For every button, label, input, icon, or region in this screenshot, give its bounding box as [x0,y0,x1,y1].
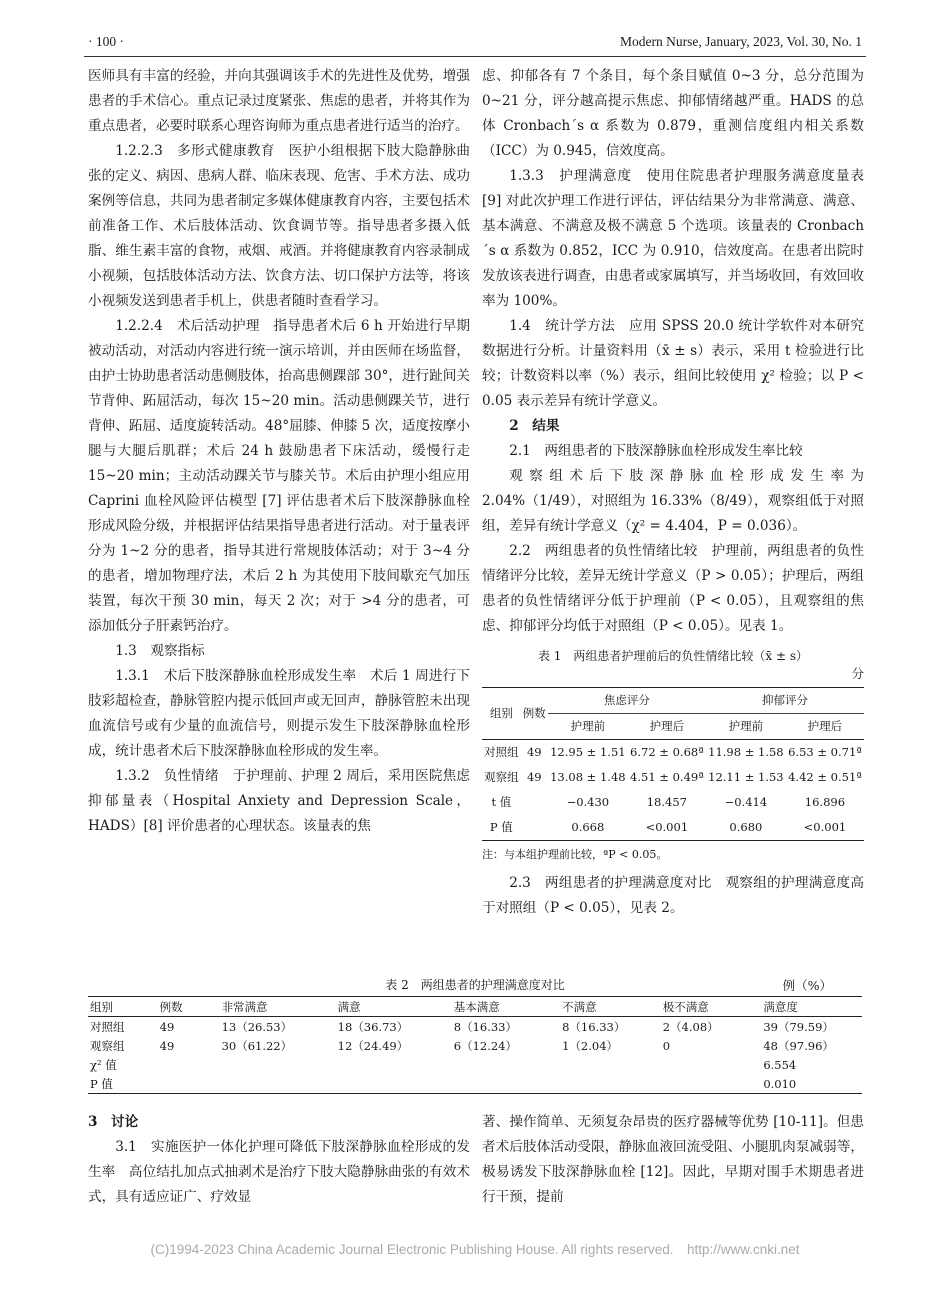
table-cell: χ² 值 [90,1057,117,1072]
table-cell: 6（12.24） [453,1038,517,1053]
paragraph: 1.2.2.3 多形式健康教育 医护小组根据下肢大隐静脉曲张的定义、病因、患病人群、临床表现、危害、手术方法、成功案例等信息，共同为患者制定多媒体健康教育内容，主要包括术前准备工作、术后肢体活动、饮食调节等。指导患者多摄入低脂、维生素丰富的食物，戒烟、戒酒。并将健康教育内容录制成小视频，包括肢体活动方法、饮食方法、切口保护方法等，将该小视频发送到患者手机上，供患者随时查看学习。 [88,143,470,309]
table1-subheader: 护理前 [728,719,764,733]
paragraph: 1.2.2.4 术后活动护理 指导患者术后 6 h 开始进行早期被动活动，对活动内容进行统一演示培训，并由医师在场监督，由护士协助患者活动患侧肢体，抬高患侧踝部 30°，进行趾间关节背伸、跖屈活动，每次 15~20 min。活动患侧踝关节，进行背伸、跖屈、适度旋转活动。48°屈膝、伸膝 5 次，适度按摩小腿与大腿后肌群；术后 24 h 鼓励患者下床活动，缓慢行走 15~20 min；主动活动踝关节与膝关节。术后由护理小组应用 Caprini 血栓风险评估模型 [7] 评估患者术后下肢深静脉血栓形成风险分级，并根据评估结果指导患者进行活动。对于量表评分为 1~2 分的患者，指导其进行常规肢体活动；对于 3~4 分的患者，增加物理疗法，术后 2 h 为其使用下肢间歇充气加压装置，每次干预 30 min，每天 2 次；对于 >4 分的患者，可添加低分子肝素钙治疗。 [88,318,470,634]
table-cell [452,1055,560,1074]
table-cell: 12.11 ± 1.53 [708,770,784,784]
table-row [88,1017,862,1037]
subsection-heading: 2.1 两组患者的下肢深静脉血栓形成发生率比较 [509,443,803,459]
table-cell: 对照组 [90,1019,125,1034]
table2-header-row [88,997,862,1017]
paragraph: 2.2 两组患者的负性情绪比较 护理前，两组患者的负性情绪评分比较，差异无统计学意义（P > 0.05）；护理后，两组患者的负性情绪评分低于护理前（P < 0.05），且观察组的焦虑、抑郁评分均低于对照组（P < 0.05）。见表 1。 [482,543,864,634]
table-cell: 13（26.53） [221,1019,293,1034]
table-cell: 0 [662,1038,671,1053]
table-cell: 48（97.96） [763,1038,834,1053]
table1 [482,687,864,841]
table-cell: 49 [159,1038,175,1053]
table-cell: P 值 [489,820,513,834]
table-header: 满意 [337,999,361,1014]
table-cell: 12.95 ± 1.51 [550,745,626,759]
table1-note: 注：与本组护理前比较，ªP < 0.05。 [482,848,668,861]
table2-caption: 表 2 两组患者的护理满意度对比 [385,978,565,992]
paragraph: 著、操作简单、无须复杂昂贵的医疗器械等优势 [10-11]。但患者术后肢体活动受限，静脉血液回流受阻、小腿肌肉泵减弱等，极易诱发下肢深静脉血栓 [12]。因此，早期对围手术期患者进行干预，提前 [482,1114,864,1205]
table-cell [521,815,548,841]
table-cell: 16.896 [804,795,846,809]
table-cell [220,1055,336,1074]
table-cell: 观察组 [484,770,519,784]
table-header: 不满意 [562,999,597,1014]
table-header: 组别 [90,999,113,1014]
table-cell [220,1074,336,1094]
table-header: 基本满意 [453,999,500,1014]
table-cell: 1（2.04） [562,1038,619,1053]
paragraph: 1.3.2 负性情绪 于护理前、护理 2 周后，采用医院焦虑抑郁量表（Hospital Anxiety and Depression Scale，HADS）[8] 评价患者的心理状态。该量表的焦 [88,768,470,834]
table-cell: 11.98 ± 1.58 [708,745,784,759]
table-cell: 18（36.73） [337,1019,409,1034]
table-cell: <0.001 [645,820,689,834]
paragraph: 2.3 两组患者的护理满意度对比 观察组的护理满意度高于对照组（P < 0.05），见表 2。 [482,875,864,916]
table-row [88,1074,862,1094]
paragraph: 1.3.3 护理满意度 使用住院患者护理服务满意度量表 [9] 对此次护理工作进行评估，评估结果分为非常满意、满意、基本满意、不满意及极不满意 5 个选项。该量表的 Cronbach´s α 系数为 0.852，ICC 为 0.910，信效度高。在患者出院时发放该表进行调查，由患者或家属填写，并当场收回，有效回收率为 100%。 [482,168,864,309]
table-cell: 0.010 [763,1076,797,1091]
paragraph: 观察组术后下肢深静脉血栓形成发生率为 2.04%（1/49），对照组为 16.33%（8/49），观察组低于对照组，差异有统计学意义（χ² = 4.404，P = 0.036）。 [482,468,864,534]
table-header: 极不满意 [662,999,709,1014]
table-cell: P 值 [90,1076,113,1091]
table-cell: 观察组 [90,1038,125,1053]
section-heading: 1.3 观察指标 [115,643,205,659]
table-cell [661,1074,762,1094]
table-row [482,815,864,841]
table1-unit: 分 [851,666,864,681]
copyright-footer: (C)1994-2023 China Academic Journal Electronic Publishing House. All rights reserved. http://www.cnki.net [150,1242,800,1257]
table-cell: 30（61.22） [221,1038,293,1053]
table2 [88,996,862,1094]
table-cell: 6.554 [763,1057,797,1072]
table-row [482,740,864,766]
table-cell: 4.42 ± 0.51ª [788,770,862,784]
table1-subheader: 护理后 [807,719,843,733]
table-cell: 6.72 ± 0.68ª [630,745,704,759]
table-cell: 13.08 ± 1.48 [550,770,626,784]
header-rule [84,56,866,57]
table-cell: −0.414 [724,795,768,809]
table-cell [560,1055,661,1074]
table-cell: 49 [526,770,542,784]
section-heading: 3 讨论 [88,1114,139,1130]
table-cell: 4.51 ± 0.49ª [630,770,704,784]
table2-unit: 例（%） [782,978,832,993]
page-number: · 100 · [88,34,124,49]
table-row [88,1036,862,1055]
table2-block [88,974,862,1094]
table-cell [521,790,548,815]
paragraph: 医师具有丰富的经验，并向其强调该手术的先进性及优势，增强患者的手术信心。重点记录过度紧张、焦虑的患者，并将其作为重点患者，必要时联系心理咨询师为重点患者进行适当的治疗。 [88,68,470,134]
table-cell [336,1074,452,1094]
journal-header: Modern Nurse, January, 2023, Vol. 30, No. 1 [620,34,862,49]
table-row [482,790,864,815]
table-row [482,765,864,790]
paragraph: 虑、抑郁各有 7 个条目，每个条目赋值 0~3 分，总分范围为 0~21 分，评分越高提示焦虑、抑郁情绪越严重。HADS 的总体 Cronbach´s α 系数为 0.879，重测信度组内相关系数（ICC）为 0.945，信效度高。 [482,68,864,159]
table-row [88,1055,862,1074]
table1-header-cases: 例数 [521,688,548,740]
table-cell: 0.668 [571,820,605,834]
table-cell [661,1055,762,1074]
table-cell [158,1074,220,1094]
table1-caption: 表 1 两组患者护理前后的负性情绪比较（x̄ ± s） [537,649,809,663]
table-cell: 12（24.49） [337,1038,409,1053]
table-cell: 18.457 [646,795,687,809]
table-cell: 对照组 [484,745,519,759]
paragraph: 1.4 统计学方法 应用 SPSS 20.0 统计学软件对本研究数据进行分析。计量资料用（x̄ ± s）表示，采用 t 检验进行比较；计数资料以率（%）表示，组间比较使用 χ² 检验；以 P < 0.05 表示差异有统计学意义。 [482,318,864,409]
paragraph: 3.1 实施医护一体化护理可降低下肢深静脉血栓形成的发生率 高位结扎加点式抽剥术是治疗下肢大隐静脉曲张的有效术式，具有适应证广、疗效显 [88,1139,470,1205]
left-column [88,64,470,839]
table-cell: 6.53 ± 0.71ª [788,745,862,759]
table1-header-depression: 抑郁评分 [706,688,864,714]
table1-subheader: 护理前 [570,719,606,733]
table-cell: 8（16.33） [562,1019,626,1034]
bottom-right-column [482,1110,864,1210]
bottom-left-column [88,1110,470,1210]
table-header: 满意度 [763,999,798,1014]
table-header: 非常满意 [221,999,268,1014]
table-cell: 0.680 [729,820,763,834]
table-cell: 49 [159,1019,175,1034]
table-cell [336,1055,452,1074]
table-cell [452,1074,560,1094]
table-cell: 39（79.59） [763,1019,834,1034]
table-cell: 8（16.33） [453,1019,517,1034]
table-header: 例数 [159,999,183,1014]
right-column [482,64,864,921]
table-cell: t 值 [491,795,512,809]
paragraph: 1.3.1 术后下肢深静脉血栓形成发生率 术后 1 周进行下肢彩超检查，静脉管腔内提示低回声或无回声，静脉管腔未出现血流信号或有少量的血流信号，则提示发生下肢深静脉血栓形成，统计患者术后下肢深静脉血栓形成的发生率。 [88,668,470,759]
table-cell: 49 [526,745,542,759]
table-cell [560,1074,661,1094]
table-cell: <0.001 [803,820,847,834]
table1-header-group: 组别 [482,688,521,740]
table-cell: 2（4.08） [662,1019,719,1034]
table1-header-anxiety: 焦虑评分 [548,688,706,714]
section-heading: 2 结果 [509,418,560,434]
table1-subheader: 护理后 [649,719,685,733]
table-cell [158,1055,220,1074]
table-cell: −0.430 [566,795,610,809]
